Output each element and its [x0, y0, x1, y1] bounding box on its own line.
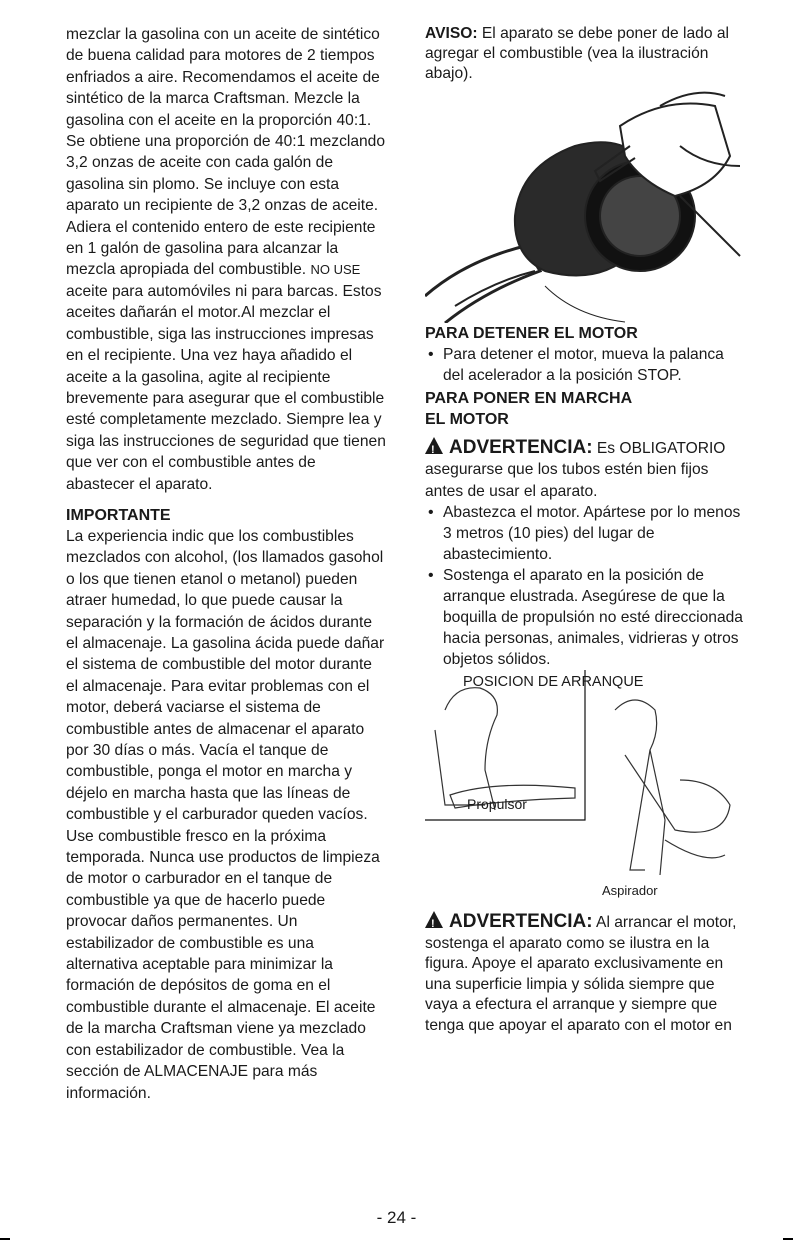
- crop-mark-right: [783, 1238, 793, 1240]
- fueling-illustration: [425, 86, 745, 323]
- stop-engine-heading: PARA DETENER EL MOTOR: [425, 325, 638, 342]
- stop-bullet: • Para detener el motor, mueva la palanca del acelerador a la posición STOP.: [443, 344, 745, 386]
- important-paragraph: La experiencia indic que los combustibles mezclados con alcohol, (los llamados gasohol o los que tienen etanol o metanol) pueden atraer humedad, lo que puede causar la separación y la formación de ácidos durante el almacenaje. La gasolina ácida puede dañar el sistema de combustible del motor durante el almacenaje. Para evitar problemas con el motor, deberá vaciarse el sistema de combustible antes de almacenar el aparato por 30 días o más. Vacía el tanque de combustible, ponga el motor en marcha y déjelo en marcha hasta que las líneas de combustible y el carburador queden vacíos. Use combustible fresco en la próxima temporada. Nunca use productos de limpieza de motor o carburador en el tanque de combustible ya que de hacerlo puede provocar daños permanentes. Un estabilizador de combustible es una alternativa aceptable para minimizar la formación de depósitos de goma en el combustible durante el almacenaje. El aceite de la marcha Craftsman viene ya mezclado con estabilizador de combustible. Vea la sección de ALMACENAJE para más información.: [66, 527, 385, 1102]
- aviso-paragraph: AVISO: El aparato se debe poner de lado al agregar el combustible (vea la ilustración abajo).: [425, 25, 729, 82]
- start-engine-heading-1: PARA PONER EN MARCHA: [425, 390, 633, 407]
- aspirador-caption: Aspirador: [602, 883, 658, 899]
- important-heading: IMPORTANTE: [66, 506, 171, 524]
- right-column: [425, 24, 745, 1036]
- warning-1: !ADVERTENCIA: Es OBLIGATORIO asegurarse que los tubos estén bien fijos antes de usar el aparato.: [425, 436, 745, 502]
- page-number: - 24 -: [376, 1208, 417, 1227]
- fuel-mix-paragraph: mezclar la gasolina con un aceite de sintético de buena calidad para motores de 2 tiempos enfriados a aire. Recomendamos el aceite de sintético de la marca Craftsman. Mezcle la gasolina con el aceite en la proporción 40:1. Se obtiene una proporción de 40:1 mezclando 3,2 onzas de aceite con cada galón de gasolina sin plomo. Se incluye con esta aparato un recipiente de 3,2 onzas de aceite. Adiera el contenido entero de este recipiente en 1 galón de gasolina para alcanzar la mezcla apropiada del combustible. NO USE aceite para automóviles ni para barcas. Estos aceites dañarán el motor.Al mezclar el combustible, siga las instrucciones impresas en el recipiente. Una vez haya añadido el aceite a la gasolina, agite al recipiente brevemente para asegurar que el combustible esté completamente mezclado. Siempre lea y siga las instrucciones de seguridad que tienen que ver con el combustible antes de abastecer el aparato.: [66, 26, 386, 493]
- warning-triangle-icon: [425, 911, 443, 928]
- crop-mark-left: [0, 1238, 10, 1240]
- left-column: [66, 24, 388, 1104]
- starting-position-image: [425, 670, 745, 900]
- start-bullet-fuel: • Abastezca el motor. Apártese por lo menos 3 metros (10 pies) del lugar de abastecimiento.: [443, 502, 745, 565]
- warning-2: !ADVERTENCIA: Al arrancar el motor, sostenga el aparato como se ilustra en la figura. Apoye el aparato exclusivamente en una superficie limpia y sólida siempre que vaya a efectura el arranque y siempre que tenga que apoyar el aparato con el motor en: [425, 910, 745, 1036]
- starting-position-figure: [425, 670, 745, 900]
- warning-triangle-icon: [425, 437, 443, 454]
- start-list: [425, 502, 745, 670]
- figure-title: POSICION DE ARRANQUE: [463, 674, 644, 691]
- propulsor-caption: Propulsor: [467, 796, 527, 813]
- start-engine-heading-2: EL MOTOR: [425, 411, 509, 428]
- blower-fueling-image: [425, 86, 745, 323]
- stop-list: [425, 344, 745, 386]
- start-bullet-position: • Sostenga el aparato en la posición de arranque elustrada. Asegúrese de que la boquilla de propulsión no esté direccionada hacia personas, animales, vidrieras y otros objetos sólidos.: [443, 565, 745, 670]
